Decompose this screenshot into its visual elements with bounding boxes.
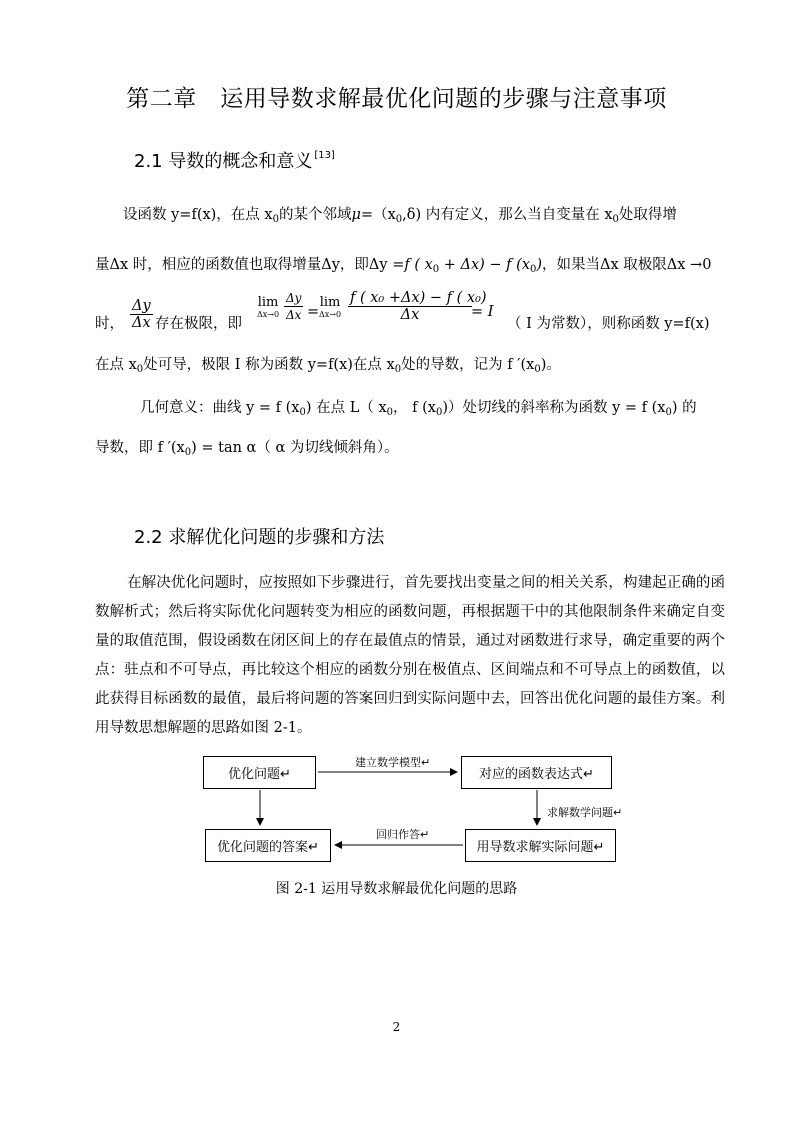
difference-quotient: $\frac{\text{f ( x₀ +Δx) − f ( x₀)}}{\Delta x}$ [350, 290, 487, 323]
dy-over-dx-small: $\frac{\Delta y}{\Delta x}$ [286, 291, 302, 322]
citation-ref: [13] [314, 150, 335, 161]
section-2-2-title: 2.2 求解优化问题的步骤和方法 [134, 527, 385, 548]
geometric-line-2: 导数，即 f $'(x_0) = \tan \alpha$（ α 为切线倾斜角）。 [95, 440, 399, 458]
flow-box-solve-with-derivative: 用导数求解实际问题↵ [465, 829, 616, 862]
flow-box-function-expression: 对应的函数表达式↵ [461, 756, 612, 789]
definition-line-1: 设函数 y=f(x)，在点 $x_0$的某个邻域$\mu=(x_0,\delta)$ 内有定义，那么当自变量在 $x_0$处取得增 [123, 207, 677, 225]
definition-line-3: 时， $\frac{\Delta y}{\Delta x}$ 存在极限，即 lim Δx→0 $\frac{\Delta y}{\Delta x}$ = lim Δx→0 $\frac{\text{f ( x₀ +Δx) − f ( x₀)}}{\Delta x}$ = I （ I 为常数），则称函数 y=f(x) [95, 290, 710, 332]
section-2-1-title: 2.1 导数的概念和意义 [13] [134, 150, 335, 172]
flow-box-optimization-problem: 优化问题↵ [203, 756, 316, 789]
definition-line-4: 在点 $x_0$处可导，极限 I 称为函数 y=f(x)在点 $x_0$处的导数，记为 f $'(x_0)$。 [95, 357, 561, 375]
lim-1: lim Δx→0 [257, 295, 280, 319]
arrow-label-build-model: 建立数学模型↵ [355, 756, 431, 769]
figure-caption: 图 2-1 运用导数求解最优化问题的思路 [275, 881, 518, 897]
body-paragraph: 在解决优化问题时，应按照如下步骤进行，首先要找出变量之间的相关关系，构建起正确的函数解析式；然后将实际优化问题转变为相应的函数问题，再根据题干中的其他限制条件来确定自变量的取值范围，假设函数在闭区间上的存在最值点的情景，通过对函数进行求导，确定重要的两个点：驻点和不可导点，再比较这个相应的函数分别在极值点、区间端点和不可导点上的函数值，以此获得目标函数的最值，最后将问题的答案回归到实际问题中去，回答出优化问题的最佳方案。利用导数思想解题的思路如图 2-1。 [95, 575, 725, 736]
chapter-title: 第二章 运用导数求解最优化问题的步骤与注意事项 [126, 86, 667, 112]
arrow-label-solve-math: 求解数学问题↵ [547, 806, 623, 819]
arrow-label-return-answer: 回归作答↵ [376, 828, 430, 841]
lim-2: lim Δx→0 [319, 295, 342, 319]
definition-line-2: 量Δx 时，相应的函数值也取得增量Δy，即Δy =f ( $x_0 + \Delta x) - f$ $(x_0)$，如果当Δx 取极限Δx →0 [95, 257, 712, 275]
page-number: 2 [392, 1020, 401, 1034]
flow-box-answer: 优化问题的答案↵ [205, 829, 331, 862]
geometric-line-1: 几何意义：曲线 y = f $(x_0)$ 在点 L（ $x_0$， f $(x_0)$）处切线的斜率称为函数 y = f $(x_0)$ 的 [140, 400, 697, 418]
dy-over-dx-fraction: $\frac{\Delta y}{\Delta x}$ [132, 298, 151, 331]
